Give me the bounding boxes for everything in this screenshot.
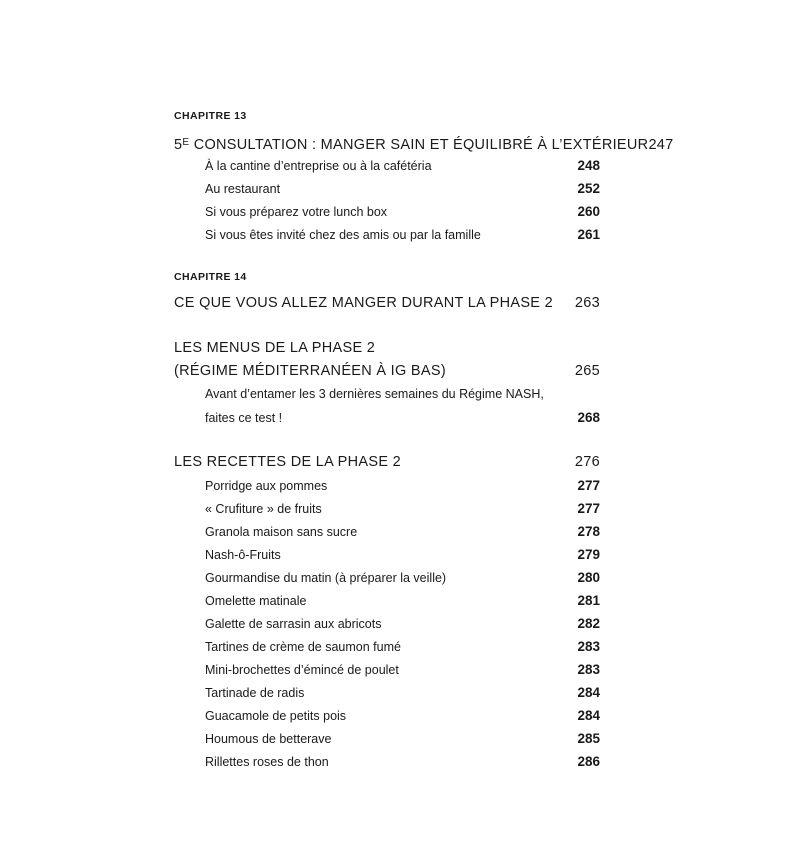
entry-title: LES MENUS DE LA PHASE 2 (174, 340, 376, 356)
entry-title: Nash-ô-Fruits (205, 548, 281, 562)
page-number: 286 (577, 754, 600, 769)
toc-main-entry[interactable] (174, 360, 600, 383)
entry-title: Houmous de betterave (205, 732, 332, 746)
toc-sub-entry[interactable] (174, 589, 600, 612)
page-number: 279 (577, 547, 600, 562)
entry-title: CE QUE VOUS ALLEZ MANGER DURANT LA PHASE 2 (174, 295, 553, 311)
toc-sub-entry[interactable] (174, 750, 600, 773)
entry-title: LES RECETTES DE LA PHASE 2 (174, 454, 401, 470)
entry-title: Tartinade de radis (205, 686, 305, 700)
toc-main-entry[interactable] (174, 131, 674, 154)
page-number: 283 (577, 662, 600, 677)
toc-sub-entry[interactable] (174, 566, 600, 589)
entry-title: Mini-brochettes d’émincé de poulet (205, 663, 399, 677)
toc-sub-entry[interactable] (174, 704, 600, 727)
page-number: 263 (574, 295, 600, 311)
toc-sub-entry[interactable] (174, 177, 600, 200)
entry-title: Porridge aux pommes (205, 479, 328, 493)
entry-title: Au restaurant (205, 182, 281, 196)
page-number: 261 (577, 227, 600, 242)
entry-title: Tartines de crème de saumon fumé (205, 640, 401, 654)
toc-sub-entry[interactable] (174, 543, 600, 566)
page-number: 265 (574, 363, 600, 379)
toc-sub-entry[interactable] (174, 154, 600, 177)
entry-title: Omelette matinale (205, 594, 307, 608)
toc-sub-entry[interactable] (174, 200, 600, 223)
table-of-contents (174, 108, 674, 773)
page-number: 278 (577, 524, 600, 539)
toc-sub-entry[interactable] (174, 474, 600, 497)
toc-sub-entry[interactable] (174, 658, 600, 681)
chapter-13-label: CHAPITRE 13 (174, 110, 247, 122)
entry-title: À la cantine d’entreprise ou à la cafétéria (205, 159, 432, 173)
entry-title: Rillettes roses de thon (205, 755, 329, 769)
toc-main-entry-line (174, 337, 600, 360)
entry-title: faites ce test ! (205, 411, 283, 425)
page-number: 247 (648, 137, 674, 153)
page-number: 277 (577, 478, 600, 493)
page-number: 282 (577, 616, 600, 631)
toc-sub-entry[interactable] (174, 406, 600, 429)
page-number: 281 (577, 593, 600, 608)
page-number: 285 (577, 731, 600, 746)
page-number: 284 (577, 685, 600, 700)
page-number: 268 (577, 410, 600, 425)
page-number: 248 (577, 158, 600, 173)
entry-title: Granola maison sans sucre (205, 525, 358, 539)
entry-title: Si vous préparez votre lunch box (205, 205, 388, 219)
toc-sub-entry[interactable] (174, 681, 600, 704)
toc-sub-entry[interactable] (174, 223, 600, 246)
entry-title: Si vous êtes invité chez des amis ou par la famille (205, 228, 481, 242)
page-number: 276 (574, 454, 600, 470)
page-number: 283 (577, 639, 600, 654)
toc-sub-entry-line (174, 383, 600, 406)
entry-title: Avant d’entamer les 3 dernières semaines du Régime NASH, (205, 387, 544, 401)
page-number: 252 (577, 181, 600, 196)
entry-title: Gourmandise du matin (à préparer la veille) (205, 571, 447, 585)
toc-main-entry[interactable] (174, 292, 600, 315)
toc-sub-entry[interactable] (174, 635, 600, 658)
toc-main-entry[interactable] (174, 451, 600, 474)
entry-title: Guacamole de petits pois (205, 709, 347, 723)
toc-sub-entry[interactable] (174, 497, 600, 520)
chapter-14-label: CHAPITRE 14 (174, 271, 247, 283)
entry-title: (RÉGIME MÉDITERRANÉEN À IG BAS) (174, 363, 446, 379)
page-number: 284 (577, 708, 600, 723)
toc-sub-entry[interactable] (174, 520, 600, 543)
page-number: 280 (577, 570, 600, 585)
toc-sub-entry[interactable] (174, 612, 600, 635)
entry-title: $5^E$ CONSULTATION : MANGER SAIN ET ÉQUILIBRÉ À L’EXTÉRIEUR (174, 137, 649, 153)
page-number: 260 (577, 204, 600, 219)
toc-sub-entry[interactable] (174, 727, 600, 750)
entry-title: « Crufiture » de fruits (205, 502, 322, 516)
entry-title: Galette de sarrasin aux abricots (205, 617, 382, 631)
page-number: 277 (577, 501, 600, 516)
